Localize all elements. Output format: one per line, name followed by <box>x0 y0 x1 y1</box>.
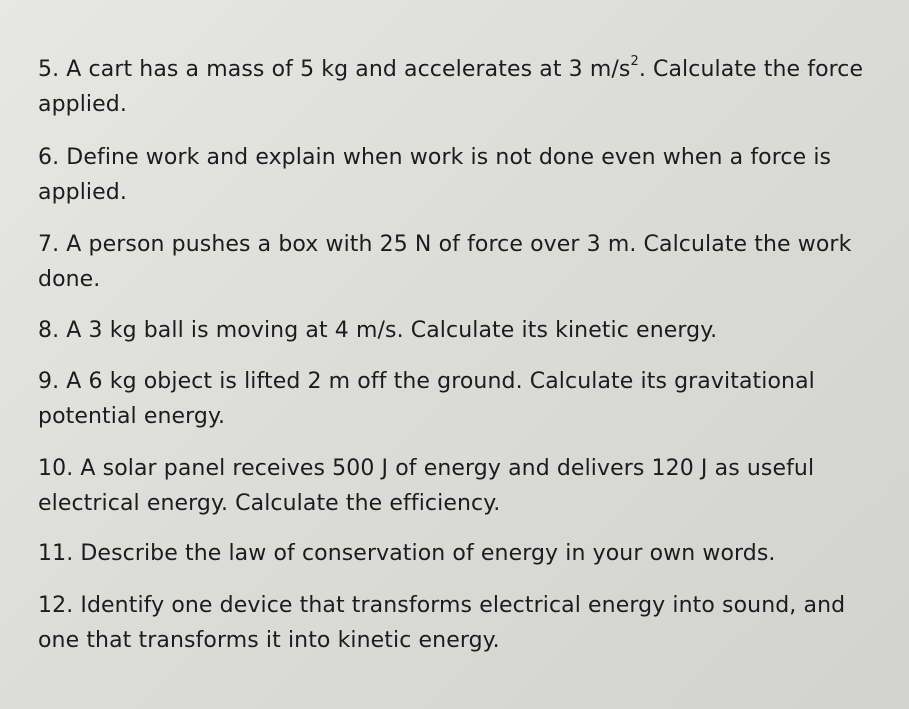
question-text-end: . Calculate the force applied. <box>38 57 864 117</box>
question-text: A 3 kg ball is moving at 4 m/s. Calculate its kinetic energy. <box>66 318 718 343</box>
question-number: 11. <box>38 541 74 566</box>
question-12 <box>38 588 888 658</box>
question-text: Describe the law of conservation of energy in your own words. <box>80 541 776 566</box>
question-text: Define work and explain when work is not done even when a force is applied. <box>38 145 832 205</box>
question-7 <box>38 227 888 297</box>
exponent: 2 <box>630 53 639 69</box>
question-8 <box>38 313 888 348</box>
question-11 <box>38 536 888 571</box>
question-text: A person pushes a box with 25 N of force over 3 m. Calculate the work done. <box>38 232 852 292</box>
question-number: 8. <box>38 318 60 343</box>
question-number: 9. <box>38 369 60 394</box>
question-text: A solar panel receives 500 J of energy and delivers 120 J as useful electrical energy. Calculate the efficiency. <box>38 456 815 516</box>
question-number: 5. <box>38 57 60 82</box>
question-text: A cart has a mass of 5 kg and accelerates at 3 m/s <box>66 57 631 82</box>
question-text: A 6 kg object is lifted 2 m off the ground. Calculate its gravitational potential energy. <box>38 369 815 429</box>
question-number: 10. <box>38 456 74 481</box>
question-number: 12. <box>38 593 74 618</box>
question-number: 7. <box>38 232 60 257</box>
question-6 <box>38 140 888 210</box>
question-5 <box>38 52 888 122</box>
question-10 <box>38 451 888 521</box>
question-text: Identify one device that transforms electrical energy into sound, and one that transforms it into kinetic energy. <box>38 593 846 653</box>
question-number: 6. <box>38 145 60 170</box>
question-9 <box>38 364 888 434</box>
